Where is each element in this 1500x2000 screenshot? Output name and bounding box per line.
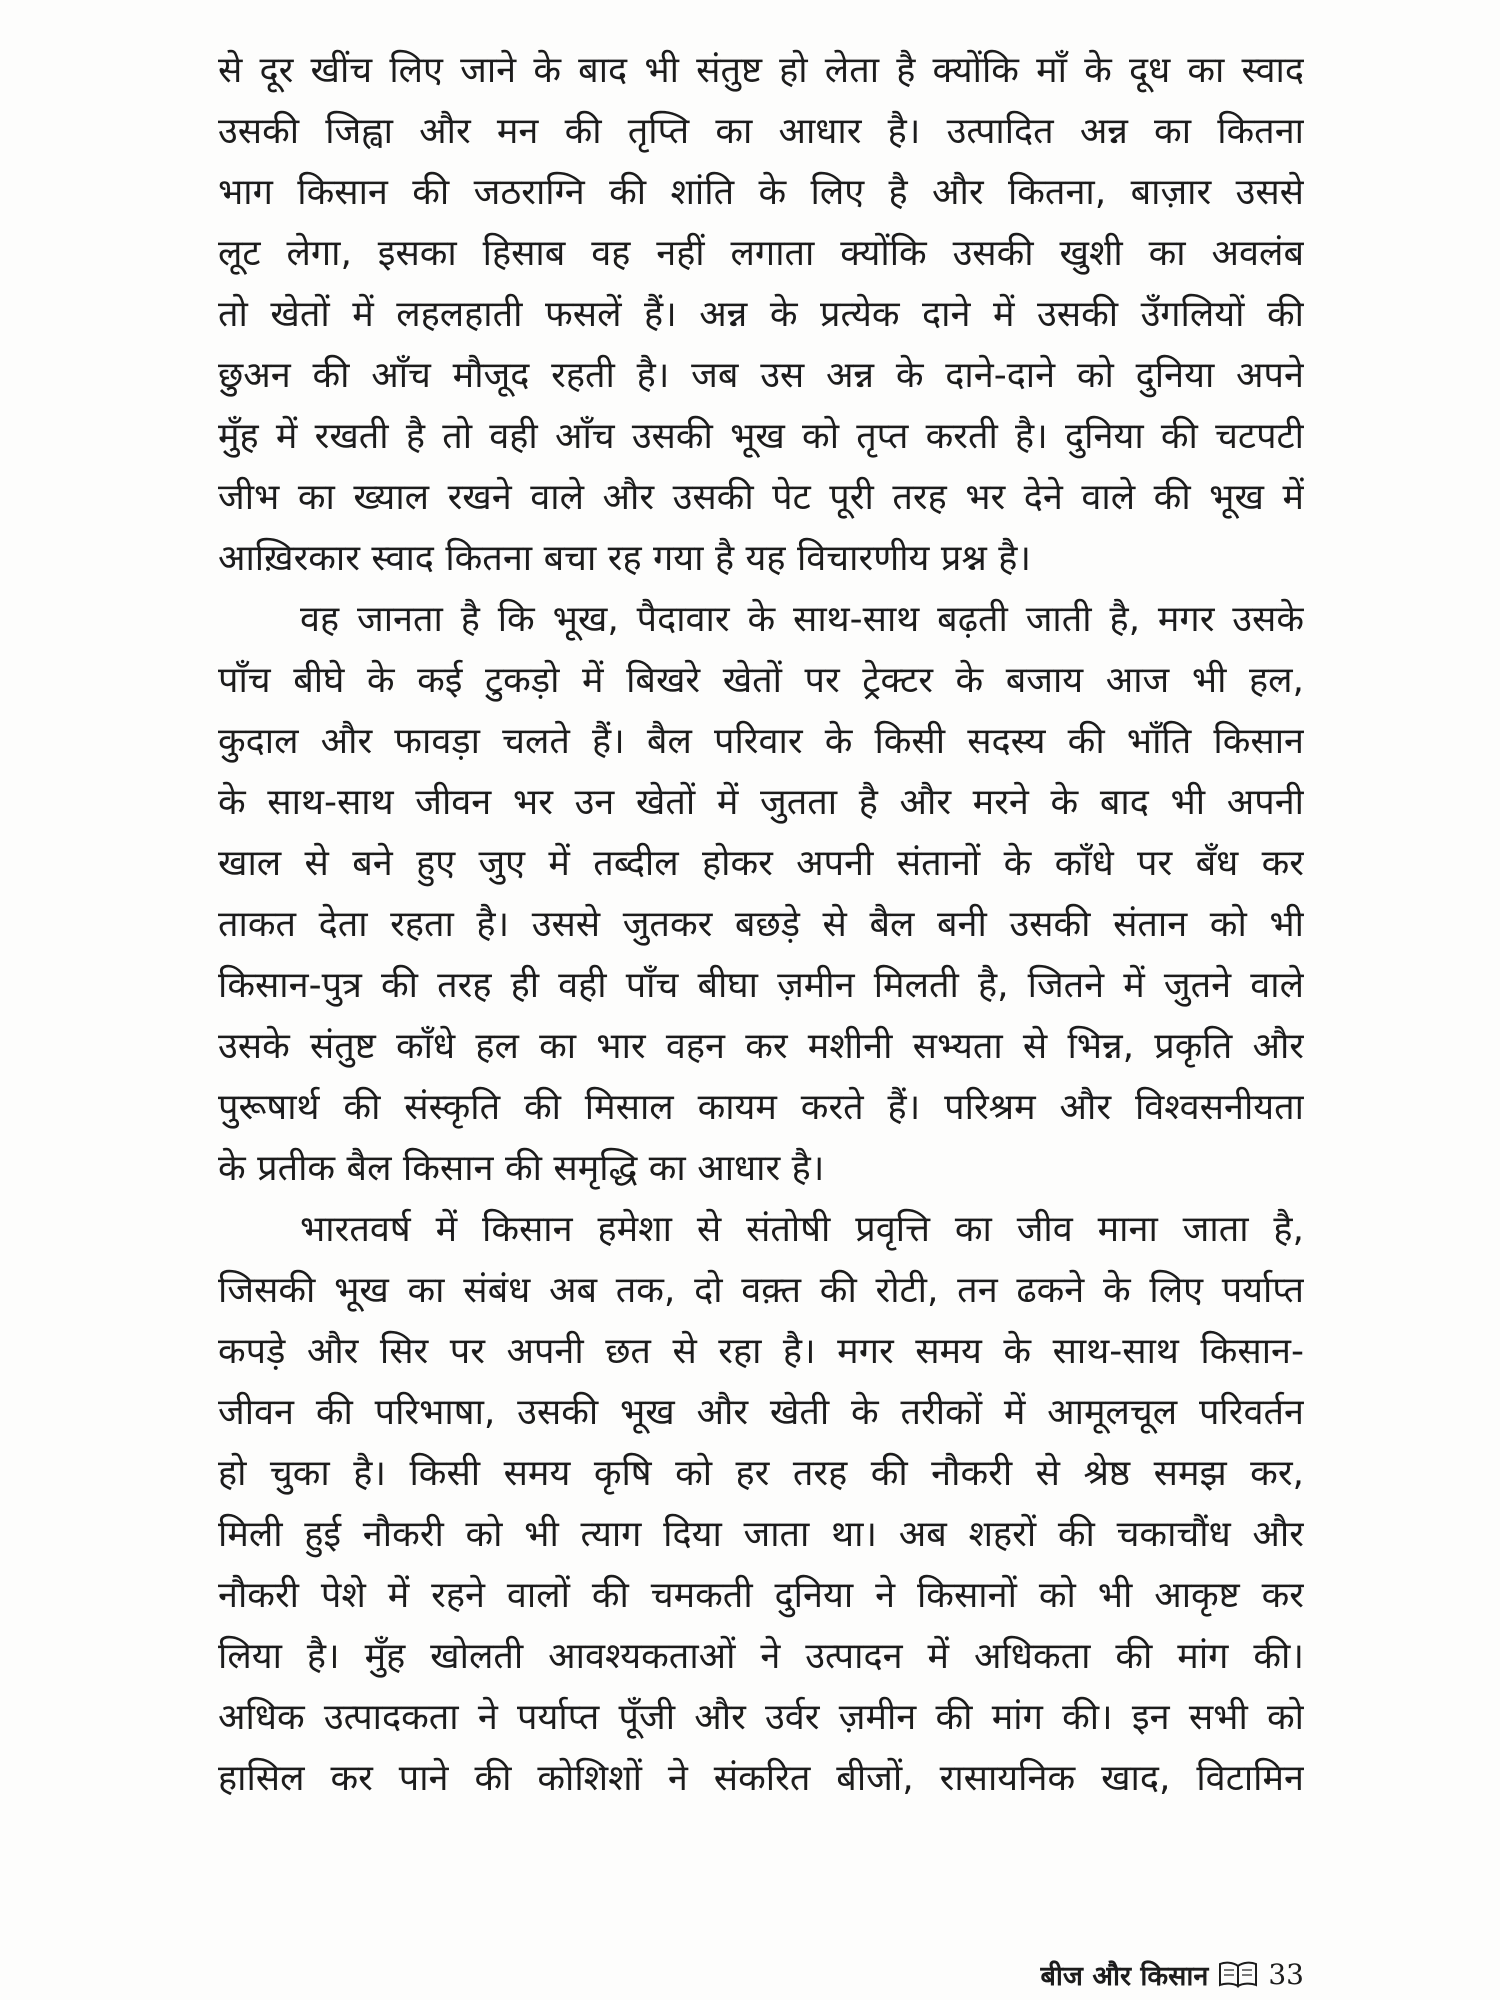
body-text <box>218 40 1304 1809</box>
text-line: भाग किसान की जठराग्नि की शांति के लिए है और कितना, बाज़ार उससे <box>218 172 1304 213</box>
text-line: मिली हुई नौकरी को भी त्याग दिया जाता था। अब शहरों की चकाचौंध और <box>218 1514 1304 1555</box>
text-line: भारतवर्ष में किसान हमेशा से संतोषी प्रवृत्ति का जीव माना जाता है, <box>300 1209 1304 1250</box>
text-line: छुअन की आँच मौजूद रहती है। जब उस अन्न के दाने-दाने को दुनिया अपने <box>218 355 1304 396</box>
text-line: मुँह में रखती है तो वही आँच उसकी भूख को तृप्त करती है। दुनिया की चटपटी <box>218 416 1304 457</box>
text-line: अधिक उत्पादकता ने पर्याप्त पूँजी और उर्वर ज़मीन की मांग की। इन सभी को <box>218 1697 1304 1738</box>
text-line: जीभ का ख्याल रखने वाले और उसकी पेट पूरी तरह भर देने वाले की भूख में <box>218 477 1304 518</box>
text-line: के प्रतीक बैल किसान की समृद्धि का आधार है। <box>218 1148 825 1189</box>
paragraph <box>218 589 1304 1199</box>
page-number: 33 <box>1268 1957 1304 1991</box>
text-line: लूट लेगा, इसका हिसाब वह नहीं लगाता क्योंकि उसकी खुशी का अवलंब <box>218 233 1304 274</box>
text-line: ताकत देता रहता है। उससे जुतकर बछड़े से बैल बनी उसकी संतान को भी <box>218 904 1304 945</box>
paragraph <box>218 1199 1304 1809</box>
text-line: लिया है। मुँह खोलती आवश्यकताओं ने उत्पादन में अधिकता की मांग की। <box>218 1636 1304 1677</box>
text-line: उसके संतुष्ट काँधे हल का भार वहन कर मशीनी सभ्यता से भिन्न, प्रकृति और <box>218 1026 1304 1067</box>
open-book-icon <box>1218 1960 1258 1988</box>
text-line: किसान-पुत्र की तरह ही वही पाँच बीघा ज़मीन मिलती है, जितने में जुतने वाले <box>218 965 1304 1006</box>
text-line: आख़िरकार स्वाद कितना बचा रह गया है यह विचारणीय प्रश्न है। <box>218 538 1032 579</box>
text-line: के साथ-साथ जीवन भर उन खेतों में जुतता है और मरने के बाद भी अपनी <box>218 782 1304 823</box>
text-line: वह जानता है कि भूख, पैदावार के साथ-साथ बढ़ती जाती है, मगर उसके <box>300 599 1304 640</box>
text-line: खाल से बने हुए जुए में तब्दील होकर अपनी संतानों के काँधे पर बँध कर <box>218 843 1304 884</box>
text-line: से दूर खींच लिए जाने के बाद भी संतुष्ट हो लेता है क्योंकि माँ के दूध का स्वाद <box>218 50 1304 91</box>
text-line: हासिल कर पाने की कोशिशों ने संकरित बीजों, रासायनिक खाद, विटामिन <box>218 1758 1304 1799</box>
page-footer <box>1040 1954 1304 1994</box>
text-line: तो खेतों में लहलहाती फसलें हैं। अन्न के प्रत्येक दाने में उसकी उँगलियों की <box>218 294 1304 335</box>
text-line: पाँच बीघे के कई टुकड़ो में बिखरे खेतों पर ट्रेक्टर के बजाय आज भी हल, <box>218 660 1304 701</box>
text-line: हो चुका है। किसी समय कृषि को हर तरह की नौकरी से श्रेष्ठ समझ कर, <box>218 1453 1304 1494</box>
paragraph <box>218 40 1304 589</box>
text-line: कुदाल और फावड़ा चलते हैं। बैल परिवार के किसी सदस्य की भाँति किसान <box>218 721 1304 762</box>
text-line: जीवन की परिभाषा, उसकी भूख और खेती के तरीकों में आमूलचूल परिवर्तन <box>218 1392 1304 1433</box>
text-line: नौकरी पेशे में रहने वालों की चमकती दुनिया ने किसानों को भी आकृष्ट कर <box>218 1575 1304 1616</box>
text-line: पुरूषार्थ की संस्कृति की मिसाल कायम करते हैं। परिश्रम और विश्वसनीयता <box>218 1087 1304 1128</box>
running-title: बीज और किसान <box>1040 1960 1209 1992</box>
text-line: जिसकी भूख का संबंध अब तक, दो वक़्त की रोटी, तन ढकने के लिए पर्याप्त <box>218 1270 1304 1311</box>
text-line: कपड़े और सिर पर अपनी छत से रहा है। मगर समय के साथ-साथ किसान- <box>218 1331 1304 1372</box>
text-line: उसकी जिह्वा और मन की तृप्ति का आधार है। उत्पादित अन्न का कितना <box>218 111 1304 152</box>
